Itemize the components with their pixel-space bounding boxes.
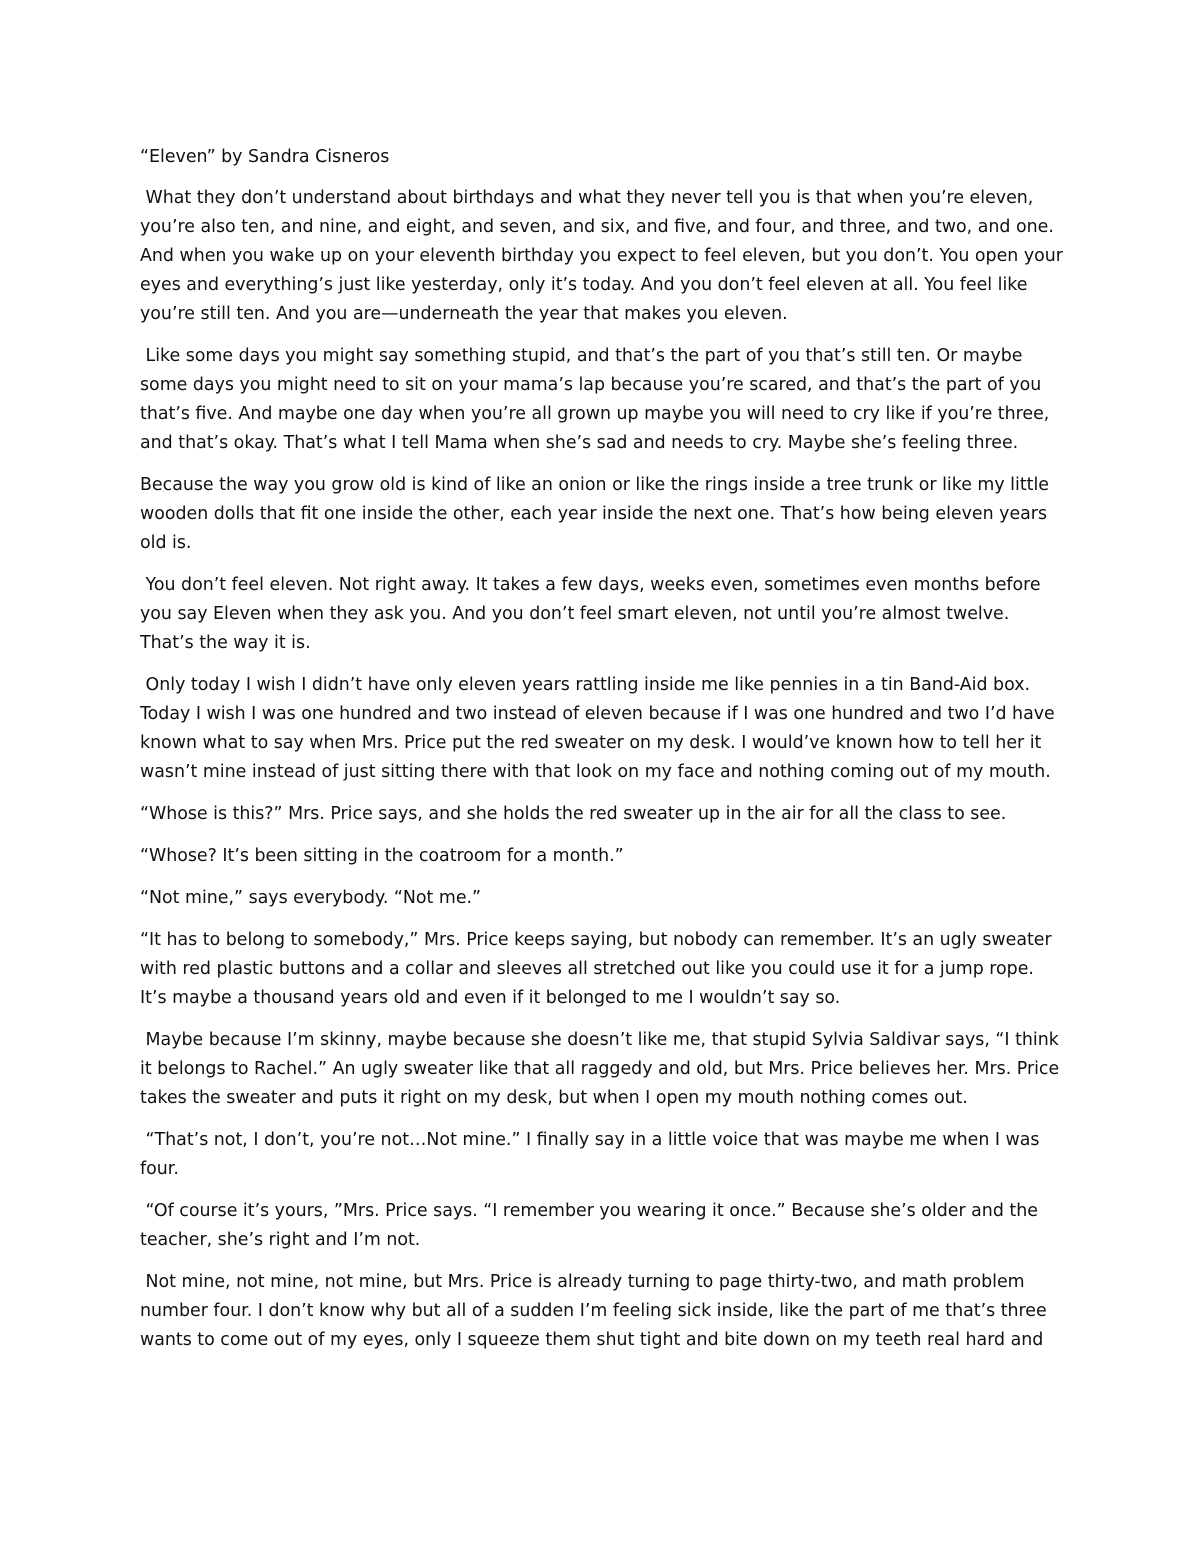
document-title: “Eleven” by Sandra Cisneros <box>140 147 390 167</box>
paragraph-11: “That’s not, I don’t, you’re not…Not mine.” I finally say in a little voice that was maybe me when I was four. <box>140 1130 1046 1179</box>
paragraph-4: You don’t feel eleven. Not right away. It takes a few days, weeks even, sometimes even months before you say Eleven when they ask you. And you don’t feel smart eleven, not until you’re almost twelve. That’s the way it is. <box>140 575 1047 653</box>
paragraph-3: Because the way you grow old is kind of like an onion or like the rings inside a tree trunk or like my little wooden dolls that fit one inside the other, each year inside the next one. That’s how being eleven years old is. <box>140 475 1055 553</box>
paragraph-8: “Not mine,” says everybody. “Not me.” <box>140 888 482 908</box>
paragraph-6: “Whose is this?” Mrs. Price says, and she holds the red sweater up in the air for all the class to see. <box>140 804 1007 824</box>
paragraph-2: Like some days you might say something stupid, and that’s the part of you that’s still ten. Or maybe some days you might need to sit on your mama’s lap because you’re scared, and that’s the part of you that’s five. And maybe one day when you’re all grown up maybe you will need to cry like if you’re three, and that’s okay. That’s what I tell Mama when she’s sad and needs to cry. Maybe she’s feeling three. <box>140 346 1055 453</box>
paragraph-9: “It has to belong to somebody,” Mrs. Price keeps saying, but nobody can remember. It’s an ugly sweater with red plastic buttons and a collar and sleeves all stretched out like you could use it for a jump rope. It’s maybe a thousand years old and even if it belonged to me I wouldn’t say so. <box>140 930 1058 1008</box>
paragraph-10: Maybe because I’m skinny, maybe because she doesn’t like me, that stupid Sylvia Saldivar says, “I think it belongs to Rachel.” An ugly sweater like that all raggedy and old, but Mrs. Price believes her. Mrs. Price takes the sweater and puts it right on my desk, but when I open my mouth nothing comes out. <box>140 1030 1065 1108</box>
document-body <box>140 143 1069 1368</box>
paragraph-13: Not mine, not mine, not mine, but Mrs. Price is already turning to page thirty-two, and math problem number four. I don’t know why but all of a sudden I’m feeling sick inside, like the part of me that’s three wants to come out of my eyes, only I squeeze them shut tight and bite down on my teeth real hard and <box>140 1272 1053 1350</box>
paragraph-1: What they don’t understand about birthdays and what they never tell you is that when you’re eleven, you’re also ten, and nine, and eight, and seven, and six, and five, and four, and three, and two, and one. And when you wake up on your eleventh birthday you expect to feel eleven, but you don’t. You open your eyes and everything’s just like yesterday, only it’s today. And you don’t feel eleven at all. You feel like you’re still ten. And you are—underneath the year that makes you eleven. <box>140 188 1069 324</box>
paragraph-12: “Of course it’s yours, ”Mrs. Price says. “I remember you wearing it once.” Because she’s older and the teacher, she’s right and I’m not. <box>140 1201 1044 1250</box>
paragraph-7: “Whose? It’s been sitting in the coatroom for a month.” <box>140 846 624 866</box>
paragraph-5: Only today I wish I didn’t have only eleven years rattling inside me like pennies in a tin Band-Aid box. Today I wish I was one hundred and two instead of eleven because if I was one hundred and two I’d have known what to say when Mrs. Price put the red sweater on my desk. I would’ve known how to tell her it wasn’t mine instead of just sitting there with that look on my face and nothing coming out of my mouth. <box>140 675 1061 782</box>
